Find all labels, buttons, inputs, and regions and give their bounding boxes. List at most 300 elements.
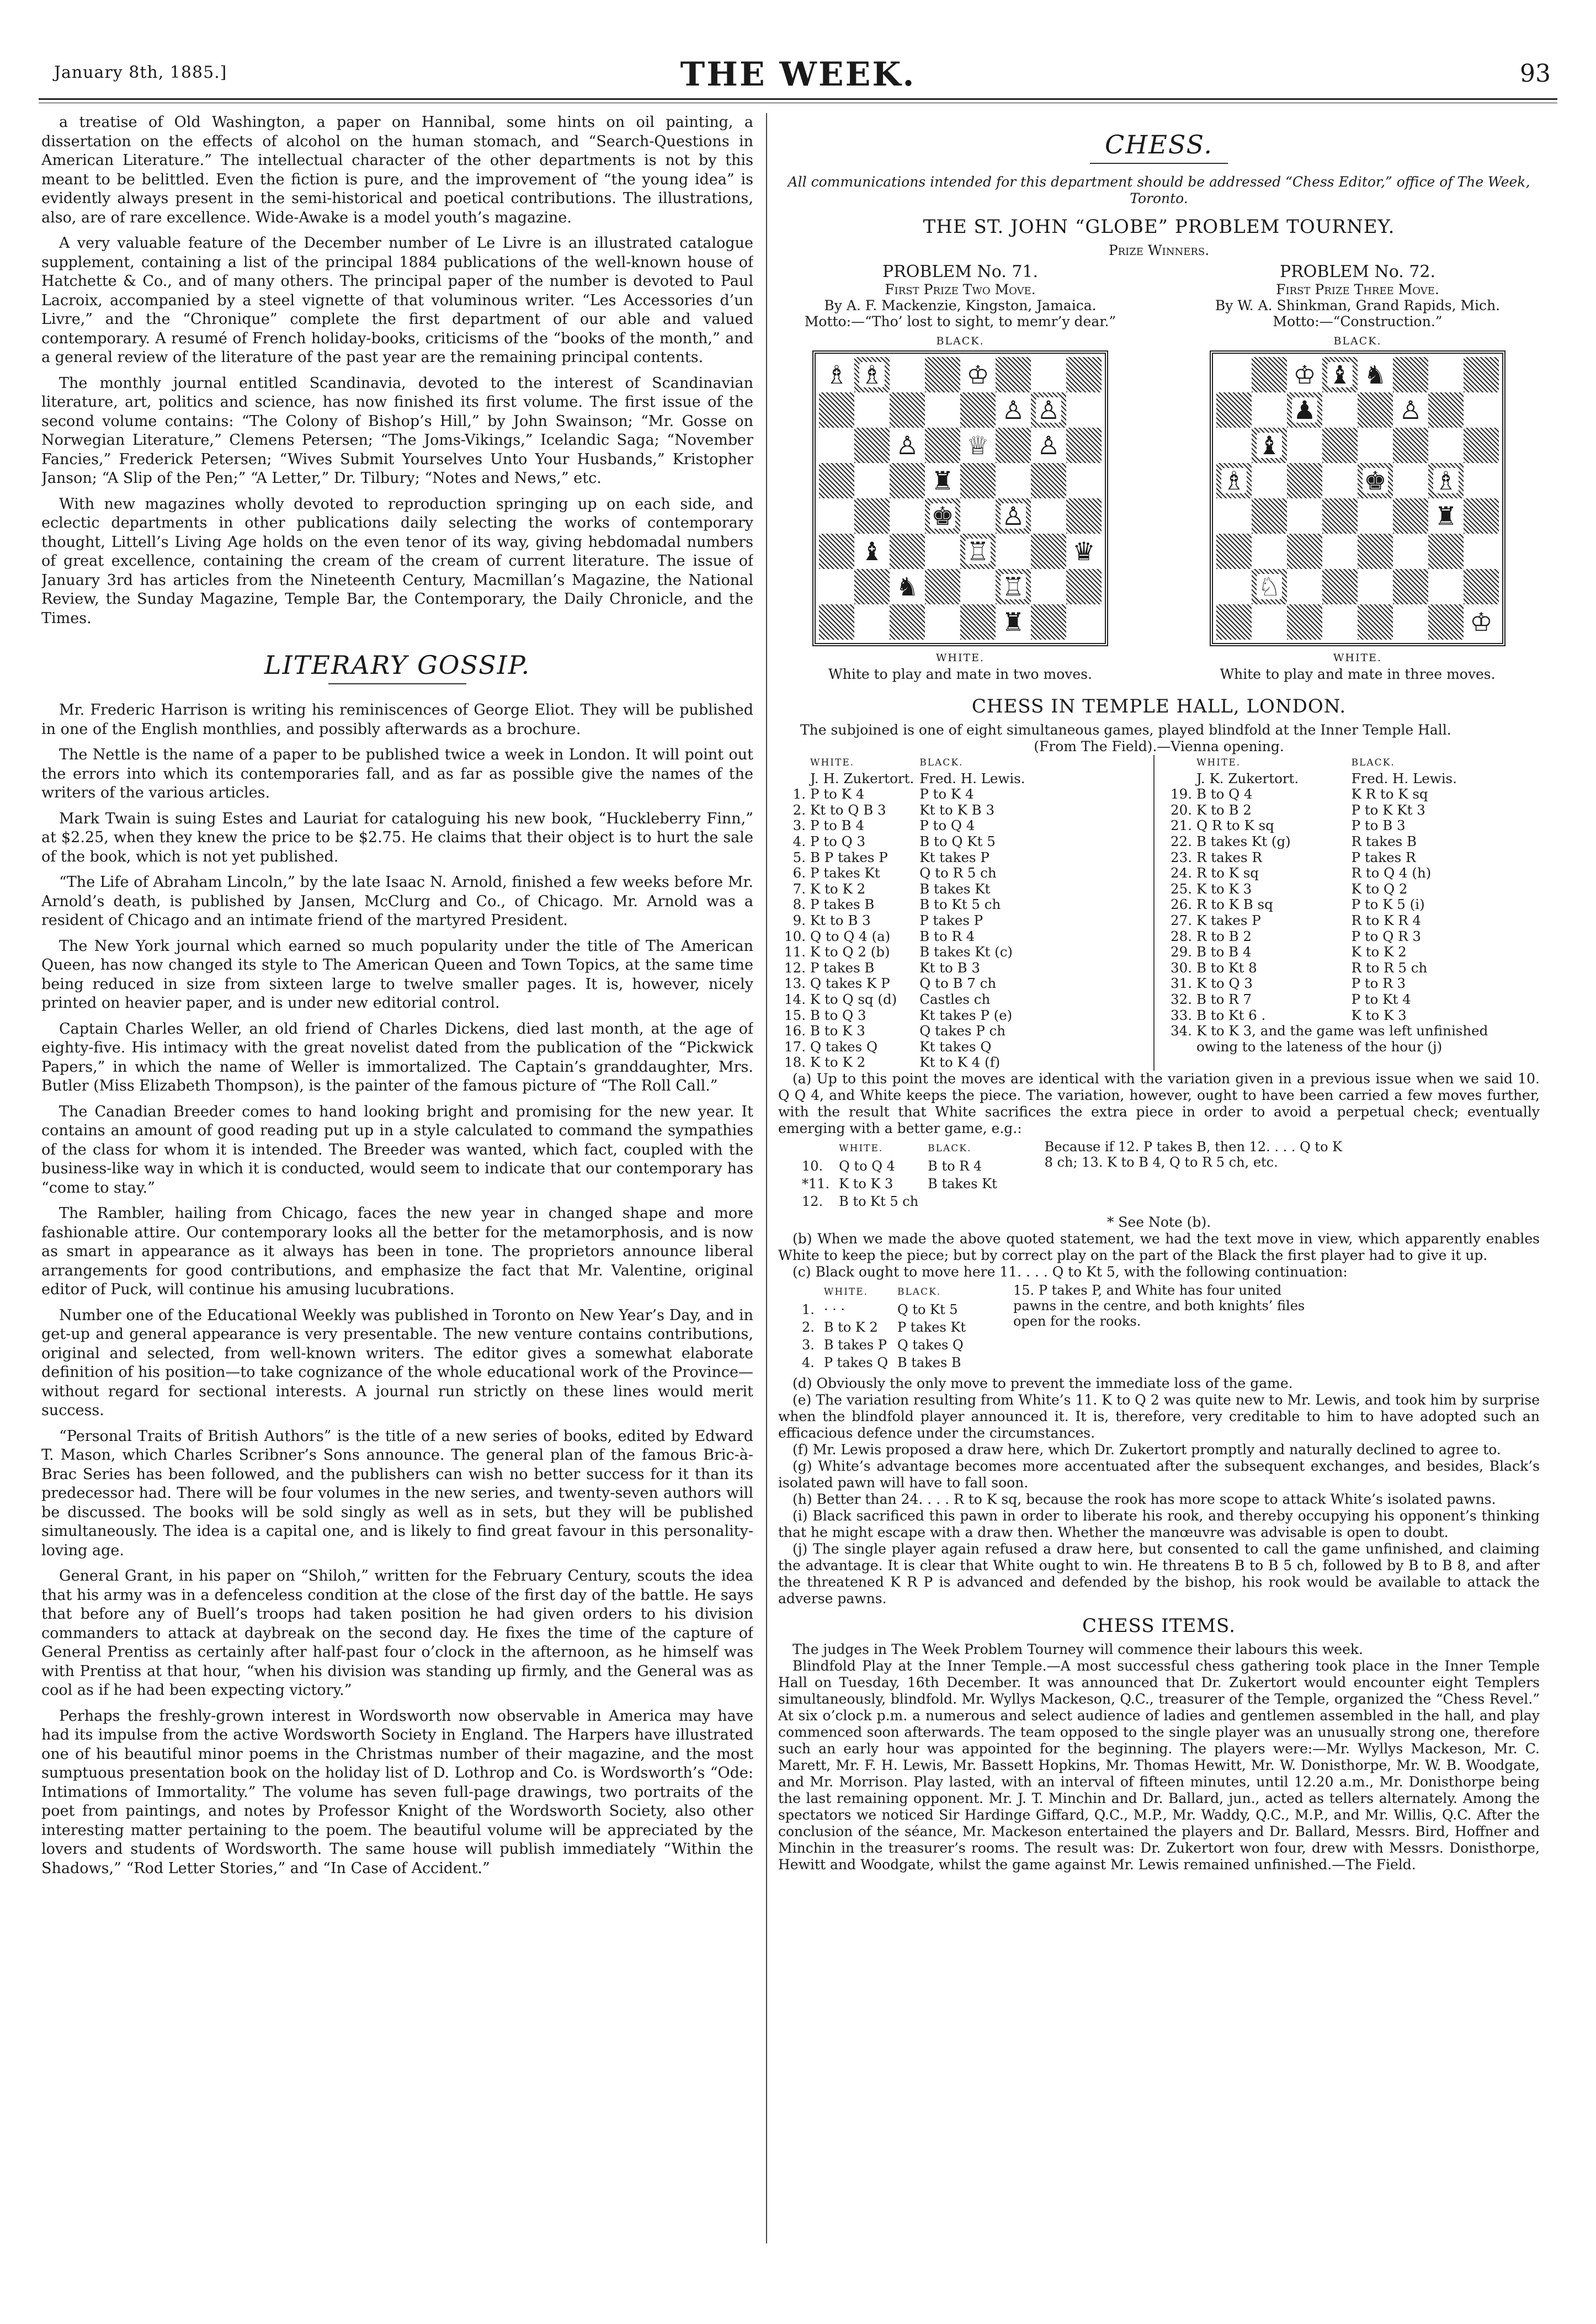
black-move: Kt takes Q: [919, 1038, 992, 1055]
variation-cell: P takes Q: [823, 1354, 889, 1370]
black-move: B to Kt 5 ch: [919, 896, 1001, 913]
paragraph: With new magazines wholly devoted to reproduction springing up on each side, and eclectic departments in other publications daily selecting the works of contemporary thought, Littell’s Living Age holds on the even tenor of its way, giving hebdomadal numbers of great excellence, containing the cream of the cream of current literature. The issue of January 3rd has articles from the Nineteenth Century, Macmillan’s Magazine, the National Review, the Sunday Magazine, Temple Bar, the Contemporary, the Daily Chronicle, and the Times.: [41, 495, 753, 627]
paragraph: Blindfold Play at the Inner Temple.—A most successful chess gathering took place in the Inner Temple Hall on Tuesday, 16th December. It was announced that Dr. Zukertort would encounter eight Templers simultaneously, blindfold. Mr. Wyllys Mackeson, Q.C., treasurer of the Temple, organized the “Chess Revel.” At six o’clock p.m. a numerous and select audience of ladies and gentlemen assembled in the hall, and play commenced soon afterwards. The team opposed to the single player was an unusually strong one, therefore such an early hour was appointed for the beginning. The players were:—Mr. Wyllys Mackeson, Mr. C. Marett, Mr. F. H. Lewis, Mr. Bassett Hopkins, Mr. Thomas Hewitt, Mr. W. Donisthorpe, Mr. W. B. Woodgate, and Mr. Morrison. Play lasted, with an interval of fifteen minutes, until 12.20 a.m., Mr. Donisthorpe being the last remaining opponent. Mr. J. T. Minchin and Dr. Ballard, jun., acted as tellers alternately. Among the spectators we noticed Sir Hardinge Giffard, Q.C., M.P., Mr. Waddy, Q.C., M.P., and Mr. Willis, Q.C. After the conclusion of the séance, Mr. Mackeson entertained the players and Dr. Ballard, Messrs. Bird, Hoffner and Minchin in the treasurer’s rooms. The result was: Dr. Zukertort won four, drew with Messrs. Donisthorpe, Hewitt and Woodgate, whilst the game against Mr. Lewis remained unfinished.—The Field.: [778, 1657, 1540, 1873]
board-square: [1358, 463, 1393, 498]
chess-piece: ♔: [966, 360, 989, 390]
paragraph: (h) Better than 24. . . . R to K sq, because the rook has more scope to attack White’s isolated pawns.: [792, 1491, 1496, 1507]
black-move: P to R 3: [1351, 975, 1406, 992]
move-row: [778, 897, 1031, 913]
game-source: (From The Field).—Vienna opening.: [1034, 738, 1284, 754]
move-number: 26.: [1171, 896, 1192, 913]
paragraph: Perhaps the freshly-grown interest in Wordsworth now observable in America may have had its impulse from the active Wordsworth Society in England. The Harpers have illustrated one of his beautiful minor poems in the Christmas number of their magazine, and the most sumptuous presentation book on the holiday list of D. Lothrop and Co. is Wordsworth’s “Ode: Intimations of Immortality.” The volume has seven full-page drawings, two portraits of the poet from paintings, and notes by Professor Knight of the Wordsworth Society, also other interesting matter pertaining to the poem. The beautiful volume will be appreciated by the lovers and students of Wordsworth. The same house will publish immediately “Within the Shadows,” “Rod Letter Stories,” and “In Case of Accident.”: [41, 1707, 753, 1877]
board-square: [925, 463, 960, 498]
move-row: [1164, 944, 1511, 960]
move-row: [778, 881, 1031, 897]
board-square: [819, 392, 854, 428]
problem-prize: First Prize Two Move.: [885, 281, 1036, 297]
black-move: R takes B: [1351, 833, 1417, 849]
board-square: [854, 428, 890, 463]
paragraph: The New York journal which earned so much popularity under the title of The American Queen, has now changed its style to The American Queen and Town Topics, at the same time being reduced in size from sixteen large to twelve smaller pages. It is, however, nicely printed on heavier paper, and is under new editorial control.: [41, 937, 753, 1012]
black-move: B to R 4: [919, 928, 975, 944]
board-square: [1322, 604, 1358, 640]
chess-piece: ♙: [1002, 501, 1025, 531]
black-move: Q takes P ch: [919, 1023, 1006, 1039]
tourney-title: THE ST. JOHN “GLOBE” PROBLEM TOURNEY.: [923, 216, 1395, 238]
game-score: [778, 755, 1540, 1071]
board-square: [1358, 428, 1393, 463]
chess-items: [778, 1641, 1540, 1873]
paragraph: The monthly journal entitled Scandinavia, devoted to the interest of Scandinavian literature, art, politics and science, has now finished its first volume. The first issue of the second volume contains: “The Colony of Bishop’s Hill,” by John Swainson; “Mr. Gosse on Norwegian Literature,” Clemens Petersen; “The Joms-Vikings,” Icelandic Saga; “November Fancies,” Frederick Petersen; “Wives Submit Yourselves Unto Your Husbands,” Kristopher Janson; “A Slip of the Pen;” “A Letter,” Dr. Tilbury; “Notes and News,” etc.: [41, 374, 753, 487]
paragraph: (d) Obviously the only move to prevent the immediate loss of the game.: [792, 1375, 1293, 1391]
problem-motto: Motto:—“Tho’ lost to sight, to memr’y dear.”: [804, 313, 1116, 329]
chess-title: CHESS.: [1104, 130, 1214, 159]
board-square: [819, 498, 854, 534]
problem-author: By A. F. Mackenzie, Kingston, Jamaica.: [824, 297, 1097, 313]
board-square: [1393, 534, 1428, 569]
board-square: [819, 463, 854, 498]
chess-piece: ♚: [931, 501, 954, 531]
move-number: 17.: [784, 1038, 806, 1055]
board-square: [1287, 357, 1322, 392]
chess-problem: [778, 262, 1142, 682]
problem-caption: White to play and mate in three moves.: [1220, 666, 1496, 682]
chess-piece: ♕: [966, 430, 989, 460]
black-move: P to K Kt 3: [1351, 801, 1425, 818]
board-square: [1066, 463, 1102, 498]
variation-cell: 12.: [802, 1193, 823, 1209]
problem-author: By W. A. Shinkman, Grand Rapids, Mich.: [1215, 297, 1501, 313]
board-square: [1252, 534, 1287, 569]
black-move: Q to B 7 ch: [919, 975, 997, 992]
move-row: [778, 1023, 1031, 1039]
board-square: [996, 392, 1031, 428]
board-square: [1031, 357, 1066, 392]
white-move: K takes P: [1196, 912, 1261, 928]
move-row: [778, 976, 1031, 992]
move-row: [1164, 881, 1511, 897]
board-square: [1287, 498, 1322, 534]
board-square: [1252, 428, 1287, 463]
black-move: P to K 4: [919, 786, 974, 802]
board-square: [1322, 357, 1358, 392]
black-move: Kt to B 3: [919, 959, 980, 976]
board-square: [1464, 569, 1499, 604]
white-move: P takes B: [810, 896, 875, 913]
white-label: WHITE.: [1333, 652, 1382, 664]
paragraph: (a) Up to this point the moves are identical with the variation given in a previous issue when we said 10. Q Q 4, and White keeps the piece. The variation, however, ought to have been carried a few moves further, with the result that White sacrifices the extra piece in order to avoid a perpetual check; eventually emerging with a better game, e.g.:: [778, 1070, 1540, 1136]
black-move: P to B 3: [1351, 817, 1406, 834]
board-square: [1216, 534, 1252, 569]
variation: [800, 1139, 1540, 1211]
chess-piece: ♚: [1364, 466, 1387, 496]
moves-table: [1164, 755, 1511, 1055]
variation-cell: 3.: [802, 1337, 815, 1353]
black-player: Fred. H. Lewis.: [919, 770, 1025, 786]
board-square: [890, 604, 925, 640]
blank-cell: [801, 1284, 822, 1300]
board-square: [960, 604, 996, 640]
move-row: [1164, 897, 1511, 913]
board-square: [1031, 428, 1066, 463]
board-square: [1322, 392, 1358, 428]
black-header: BLACK.: [1351, 757, 1395, 768]
white-move: P to K 4: [810, 786, 865, 802]
board-square: [1066, 604, 1102, 640]
move-row: [778, 786, 1031, 802]
black-label: BLACK.: [1333, 335, 1382, 347]
white-move: P to Q 3: [810, 833, 866, 849]
white-header: WHITE.: [823, 1286, 869, 1297]
chess-piece: ♖: [966, 536, 989, 566]
variation-cell: Q to Q 4: [839, 1158, 895, 1174]
variation-cell: Q to Kt 5: [897, 1301, 958, 1317]
board-square: [1031, 498, 1066, 534]
board-square: [819, 569, 854, 604]
variation-cell: · · ·: [823, 1301, 845, 1317]
black-player: Fred. H. Lewis.: [1351, 770, 1457, 786]
black-header: BLACK.: [897, 1286, 941, 1297]
variation-cell: Q takes Q: [897, 1337, 964, 1353]
move-number: 4.: [792, 833, 806, 849]
board-square: [854, 392, 890, 428]
board-square: [1216, 569, 1252, 604]
section-rule: [328, 683, 466, 684]
move-number: 6.: [792, 865, 806, 881]
move-row: [778, 992, 1031, 1008]
board-square: [1464, 392, 1499, 428]
chess-notice: All communications intended for this department should be addressed “Chess Editor,” office of The Week, Toronto.: [788, 174, 1530, 206]
paragraph: General Grant, in his paper on “Shiloh,” written for the February Century, scouts the idea that his army was in a defenceless condition at the close of the first day of the battle. He says that before any of Buell’s troops had taken position he had given orders to his division commanders to attack at daybreak on the second day. He fixes the time of the capture of General Prentiss as certainly after half-past four o’clock in the afternoon, as he himself was with Prentiss at that hour, “when his division was standing up firmly, and the General was as cool as if he had been expecting victory.”: [41, 1567, 753, 1699]
board-square: [1428, 428, 1464, 463]
blank-header: [778, 755, 810, 771]
move-number: 16.: [784, 1023, 806, 1039]
move-number: 9.: [792, 912, 806, 928]
black-move: R to R 5 ch: [1351, 959, 1428, 976]
variation-2: [778, 1283, 1540, 1372]
paragraph: (j) The single player again refused a draw here, but consented to call the game unfinished, and claiming the advantage. It is clear that White ought to win. He threatens B to B 5 ch, followed by B to B 8, and after the threatened K R P is advanced and defended by the bishop, his rook would be available to attack the adverse pawns.: [778, 1540, 1540, 1607]
move-row: [1164, 834, 1511, 850]
board-square: [1358, 392, 1393, 428]
literary-gossip-body: [41, 701, 753, 1878]
chess-piece: ♝: [1258, 430, 1281, 460]
game-half: [1153, 755, 1540, 1071]
move-number: 5.: [792, 849, 806, 865]
board-square: [1322, 428, 1358, 463]
board-square: [1216, 357, 1252, 392]
white-move: K to Q sq (d): [810, 991, 897, 1007]
board-square: [960, 534, 996, 569]
black-move: K to Q 2: [1351, 880, 1408, 897]
black-move: R to Q 4 (h): [1351, 865, 1432, 881]
move-number: 7.: [792, 880, 806, 897]
chess-piece: ♖: [1002, 572, 1025, 602]
chess-piece: ♝: [860, 536, 884, 566]
move-row: [1164, 976, 1511, 992]
board-square: [1287, 569, 1322, 604]
chess-piece: ♗: [825, 360, 848, 390]
chess-piece: ♗: [1222, 466, 1246, 496]
white-move: B to Q 3: [810, 1007, 866, 1023]
chess-piece: ♔: [1293, 360, 1316, 390]
white-move: B takes Kt (g): [1196, 833, 1291, 849]
white-header: WHITE.: [810, 757, 855, 768]
board-square: [1464, 604, 1499, 640]
move-row: [1164, 865, 1511, 881]
move-row: [1164, 802, 1511, 818]
variation-comment: Because if 12. P takes B, then 12. . . . Q to K 8 ch; 13. K to B 4, Q to R 5 ch, etc.: [1044, 1139, 1343, 1170]
move-row: [1164, 960, 1511, 976]
white-move: Q to Q 4 (a): [810, 928, 891, 944]
white-move: B to B 4: [1196, 944, 1252, 960]
board-square: [1428, 498, 1464, 534]
board-square: [819, 534, 854, 569]
board-square: [1287, 428, 1322, 463]
board-square: [1031, 569, 1066, 604]
move-number: 2.: [792, 801, 806, 818]
board-square: [925, 357, 960, 392]
board-square: [890, 428, 925, 463]
chess-piece: ♙: [1399, 395, 1422, 425]
white-move: K to B 2: [1196, 801, 1252, 818]
white-move: Q R to K sq: [1196, 817, 1274, 834]
variation-cell: 2.: [802, 1319, 815, 1335]
blank-header: [1164, 755, 1196, 771]
board-square: [1393, 498, 1428, 534]
board-square: [1428, 534, 1464, 569]
move-number: 34.: [1171, 1023, 1192, 1039]
board-square: [996, 357, 1031, 392]
white-move: B to R 7: [1196, 991, 1252, 1007]
variation-row: [801, 1301, 973, 1318]
board-square: [1066, 428, 1102, 463]
variation-row: [801, 1319, 973, 1336]
chess-problem: [1175, 262, 1540, 682]
black-move: K to K 3: [1351, 1007, 1407, 1023]
board-square: [1066, 534, 1102, 569]
move-number: 13.: [784, 975, 806, 992]
move-number: 24.: [1171, 865, 1192, 881]
variation-row: [801, 1158, 1005, 1174]
move-row: [1164, 1008, 1511, 1024]
black-move: Kt takes P (e): [919, 1007, 1013, 1023]
blank-cell: [778, 771, 810, 787]
board-square: [1428, 463, 1464, 498]
problem-caption: White to play and mate in two moves.: [828, 666, 1092, 682]
magazine-notes: [41, 113, 753, 628]
column-divider: [766, 113, 767, 2243]
variation-cell: B takes B: [897, 1354, 961, 1370]
board-square: [1252, 357, 1287, 392]
move-number: 11.: [784, 944, 806, 960]
variation-cell: P takes Kt: [897, 1319, 966, 1335]
board-square: [1428, 392, 1464, 428]
board-square: [819, 604, 854, 640]
move-row: [1164, 913, 1511, 929]
board-square: [819, 428, 854, 463]
chess-piece: ♛: [1072, 536, 1095, 566]
move-number: 3.: [792, 817, 806, 834]
black-move: P to Q R 3: [1351, 928, 1421, 944]
board-square: [1464, 498, 1499, 534]
board-square: [925, 604, 960, 640]
board-square: [1428, 604, 1464, 640]
white-move: Q takes Q: [810, 1038, 878, 1055]
variation-table: [800, 1139, 1006, 1211]
variation-cell: K to K 3: [839, 1176, 893, 1192]
game-title: CHESS IN TEMPLE HALL, LONDON.: [971, 695, 1347, 717]
move-row: [778, 1039, 1031, 1055]
move-number: 23.: [1171, 849, 1192, 865]
black-move: B takes Kt: [919, 880, 991, 897]
board-square: [1287, 604, 1322, 640]
board-square: [1216, 392, 1252, 428]
move-number: 31.: [1171, 975, 1192, 992]
move-row: [778, 944, 1031, 960]
board-square: [854, 498, 890, 534]
chess-piece: ♙: [1037, 430, 1060, 460]
board-square: [890, 392, 925, 428]
move-number: 25.: [1171, 880, 1192, 897]
board-square: [1393, 463, 1428, 498]
move-row: [778, 834, 1031, 850]
board-square: [890, 498, 925, 534]
game-notes: [778, 1071, 1540, 1137]
board-square: [996, 604, 1031, 640]
left-column: [41, 113, 753, 2302]
white-move: P to B 4: [810, 817, 865, 834]
paragraph: The Canadian Breeder comes to hand looking bright and promising for the new year. It contains an amount of good reading put up in a style calculated to command the sympathies of the class for whom it is intended. The Breeder was wanted, which fact, coupled with the business-like way in which it is conducted, would seem to indicate that our contemporary has “come to stay.”: [41, 1103, 753, 1196]
move-row: [778, 802, 1031, 818]
board-square: [1287, 463, 1322, 498]
variation-row: [801, 1193, 1005, 1210]
board-square: [960, 498, 996, 534]
variation-row: [801, 1337, 973, 1353]
variation: [800, 1283, 1540, 1372]
move-number: 28.: [1171, 928, 1192, 944]
black-move: P to Kt 4: [1351, 991, 1411, 1007]
game-half: [778, 755, 1153, 1071]
board-square: [1066, 357, 1102, 392]
board-square: [1358, 534, 1393, 569]
white-move: B to Q 4: [1196, 786, 1253, 802]
white-move: R to K sq: [1196, 865, 1259, 881]
board-square: [1252, 604, 1287, 640]
move-number: 18.: [784, 1054, 806, 1071]
board-square: [1428, 569, 1464, 604]
move-number: 22.: [1171, 833, 1192, 849]
white-move: P takes Kt: [810, 865, 880, 881]
move-number: 21.: [1171, 817, 1192, 834]
move-row: [1164, 818, 1511, 834]
move-row: [1164, 929, 1511, 945]
chess-piece: ♜: [1002, 607, 1025, 637]
white-label: WHITE.: [935, 652, 985, 664]
white-move: B to K 3: [810, 1023, 865, 1039]
board-square: [996, 428, 1031, 463]
black-move: R to K R 4: [1351, 912, 1422, 928]
variation-cell: B takes Kt: [928, 1176, 997, 1192]
move-number: 20.: [1171, 801, 1192, 818]
black-header: BLACK.: [928, 1142, 972, 1154]
black-label: BLACK.: [936, 335, 985, 347]
board-square: [1358, 569, 1393, 604]
white-move: B P takes P: [810, 849, 888, 865]
black-move: B to Q Kt 5: [919, 833, 996, 849]
white-move: K to Q 2 (b): [810, 944, 890, 960]
paragraph: “Personal Traits of British Authors” is the title of a new series of books, edited by Edward T. Mason, which Charles Scribner’s Sons announce. The general plan of the famous Bric-à-Brac Series has been followed, and the publishers can wish no better success for it than its predecessor had. There will be four volumes in the new series, and twenty-seven authors will be discussed. The books will be sold singly as well as in sets, but they will be published simultaneously. The idea is a capital one, and is likely to find great favour in this personality-loving age.: [41, 1427, 753, 1559]
black-header: BLACK.: [919, 757, 964, 768]
board-square: [1428, 357, 1464, 392]
white-move: R to K B sq: [1196, 896, 1273, 913]
variation-cell: B to K 2: [823, 1319, 878, 1335]
board-square: [819, 357, 854, 392]
board-square: [1393, 569, 1428, 604]
move-number: 32.: [1171, 991, 1192, 1007]
move-row: [778, 865, 1031, 881]
see-note: * See Note (b).: [1106, 1214, 1211, 1230]
chess-items-title: CHESS ITEMS.: [1082, 1614, 1236, 1637]
board-square: [1464, 428, 1499, 463]
board-square: [925, 498, 960, 534]
board-square: [1252, 569, 1287, 604]
board-square: [1358, 604, 1393, 640]
move-row: [1164, 992, 1511, 1008]
board-square: [1066, 569, 1102, 604]
chess-board: [812, 350, 1108, 646]
paragraph: The Nettle is the name of a paper to be published twice a week in London. It will point out the errors into which its contemporaries fall, and as far as possible give the names of the writers of the various articles.: [41, 746, 753, 801]
board-square: [1393, 392, 1428, 428]
black-move: Q to R 5 ch: [919, 865, 997, 881]
board-square: [890, 463, 925, 498]
board-square: [1322, 569, 1358, 604]
black-move: B takes Kt (c): [919, 944, 1013, 960]
white-move: K to K 3, and the game was left unfinished owing to the lateness of the hour (j): [1196, 1023, 1488, 1055]
variation-cell: B takes P: [823, 1337, 887, 1353]
board-square: [1252, 498, 1287, 534]
paragraph: Mark Twain is suing Estes and Lauriat for cataloguing his new book, “Huckleberry Finn,” at $2.25, when they knew the price to be $2.75. He claims that their object is to hurt the sale of the book, which is not yet published.: [41, 810, 753, 865]
masthead-title: THE WEEK.: [680, 55, 916, 94]
white-move: Kt to Q B 3: [810, 801, 886, 818]
white-move: R takes R: [1196, 849, 1262, 865]
paragraph: The judges in The Week Problem Tourney will commence their labours this week.: [792, 1641, 1363, 1657]
board-square: [925, 428, 960, 463]
blank-cell: [1164, 771, 1196, 787]
chess-piece: ♟: [1293, 395, 1316, 425]
move-row: [778, 818, 1031, 834]
board-square: [960, 463, 996, 498]
board-square: [854, 534, 890, 569]
chess-piece: ♘: [1258, 572, 1281, 602]
white-move: K to K 2: [810, 880, 866, 897]
move-number: 1.: [792, 786, 806, 802]
board-square: [996, 534, 1031, 569]
move-row: [1164, 1023, 1511, 1055]
black-move: P takes R: [1351, 849, 1416, 865]
paragraph: a treatise of Old Washington, a paper on Hannibal, some hints on oil painting, a dissertation on the effects of alcohol on the human stomach, and “Search-Questions in American Literature.” The intellectual character of the other departments is not by this meant to be belittled. Even the fiction is pure, and the improvement of “the young idea” is evidently always present in the semi-historical and poetical contributions. The illustrations, also, are of rare excellence. Wide-Awake is a model youth’s magazine.: [41, 114, 753, 226]
variation-cell: 1.: [802, 1301, 815, 1317]
variation-table: [800, 1283, 975, 1372]
move-row: [778, 1008, 1031, 1024]
black-move: P takes P: [919, 912, 983, 928]
problems: [778, 262, 1540, 682]
white-player: J. K. Zukertort.: [1196, 770, 1299, 786]
move-row: [778, 913, 1031, 929]
page-number: 93: [1520, 60, 1551, 88]
paragraph: (e) The variation resulting from White’s 11. K to Q 2 was quite new to Mr. Lewis, and took him by surprise when the blindfold player announced it. It is, therefore, very creditable to him to have adopted such an efficacious defence under the circumstances.: [778, 1391, 1540, 1441]
board-square: [1031, 392, 1066, 428]
variation-row: [801, 1354, 973, 1371]
board-square: [1216, 463, 1252, 498]
